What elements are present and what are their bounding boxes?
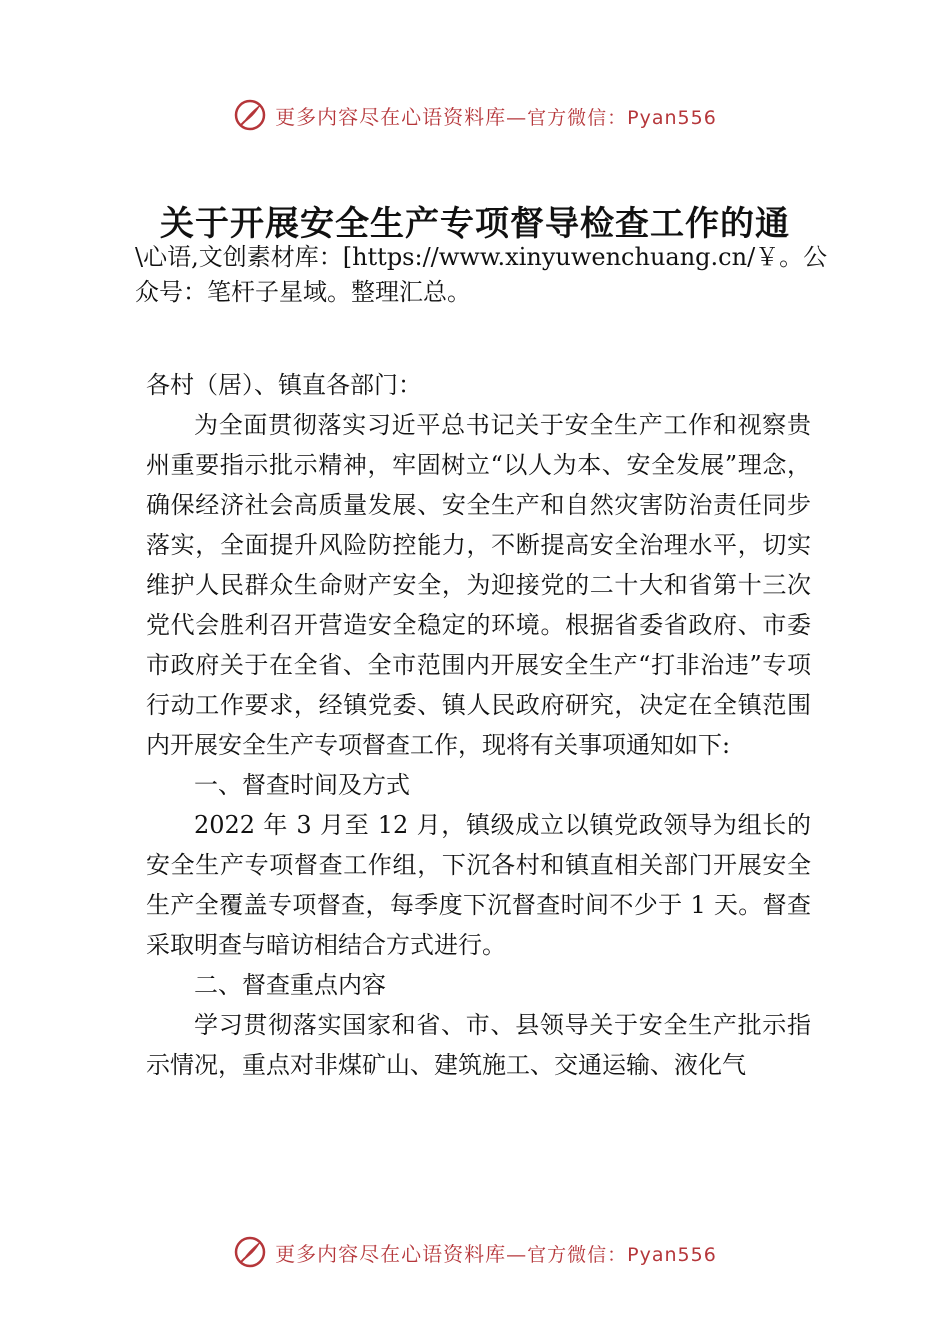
watermark-dash: — <box>506 104 528 129</box>
paragraph-section-2: 学习贯彻落实国家和省、市、县领导关于安全生产批示指示情况，重点对非煤矿山、建筑施工、交通运输、液化气 <box>146 1011 811 1079</box>
watermark-text-wx: 官方微信：Pyan556 <box>527 1243 717 1266</box>
watermark-banner-top <box>0 95 950 135</box>
watermark-dash: — <box>506 1241 528 1266</box>
paragraph-intro: 为全面贯彻落实习近平总书记关于安全生产工作和视察贵州重要指示批示精神，牢固树立“以人为本、安全发展”理念，确保经济社会高质量发展、安全生产和自然灾害防治责任同步落实，全面提升风险防控能力，不断提高安全治理水平，切实维护人民群众生命财产安全，为迎接党的二十大和省第十三次党代会胜利召开营造安全稳定的环境。根据省委省政府、市委市政府关于在全省、全市范围内开展安全生产“打非治违”专项行动工作要求，经镇党委、镇人民政府研究，决定在全镇范围内开展安全生产专项督查工作，现将有关事项通知如下: <box>146 411 811 759</box>
watermark-text <box>275 101 717 130</box>
paragraph-section-1: 2022 年 3 月至 12 月，镇级成立以镇党政领导为组长的安全生产专项督查工作组，下沉各村和镇直相关部门开展安全生产全覆盖专项督查，每季度下沉督查时间不少于 1 天。督查采取明查与暗访相结合方式进行。 <box>146 811 811 959</box>
salutation: 各村（居）、镇直各部门： <box>146 371 422 399</box>
document-title: 关于开展安全生产专项督导检查工作的通 <box>160 204 790 244</box>
watermark-text <box>275 1238 717 1267</box>
section-heading-2: 二、督查重点内容 <box>194 971 386 999</box>
section-heading-1: 一、督查时间及方式 <box>194 771 410 799</box>
watermark-text-wx: 官方微信：Pyan556 <box>527 106 717 129</box>
watermark-text-cn: 更多内容尽在心语资料库 <box>275 104 507 129</box>
source-notice: \心语,文创素材库：[https://www.xinyuwenchuang.cn/￥。公众号：笔杆子星域。整理汇总。 <box>135 243 828 306</box>
document-body <box>146 365 811 1085</box>
quill-logo-icon <box>233 1235 267 1269</box>
watermark-text-cn: 更多内容尽在心语资料库 <box>275 1241 507 1266</box>
quill-logo-icon <box>233 98 267 132</box>
watermark-banner-bottom <box>0 1232 950 1272</box>
